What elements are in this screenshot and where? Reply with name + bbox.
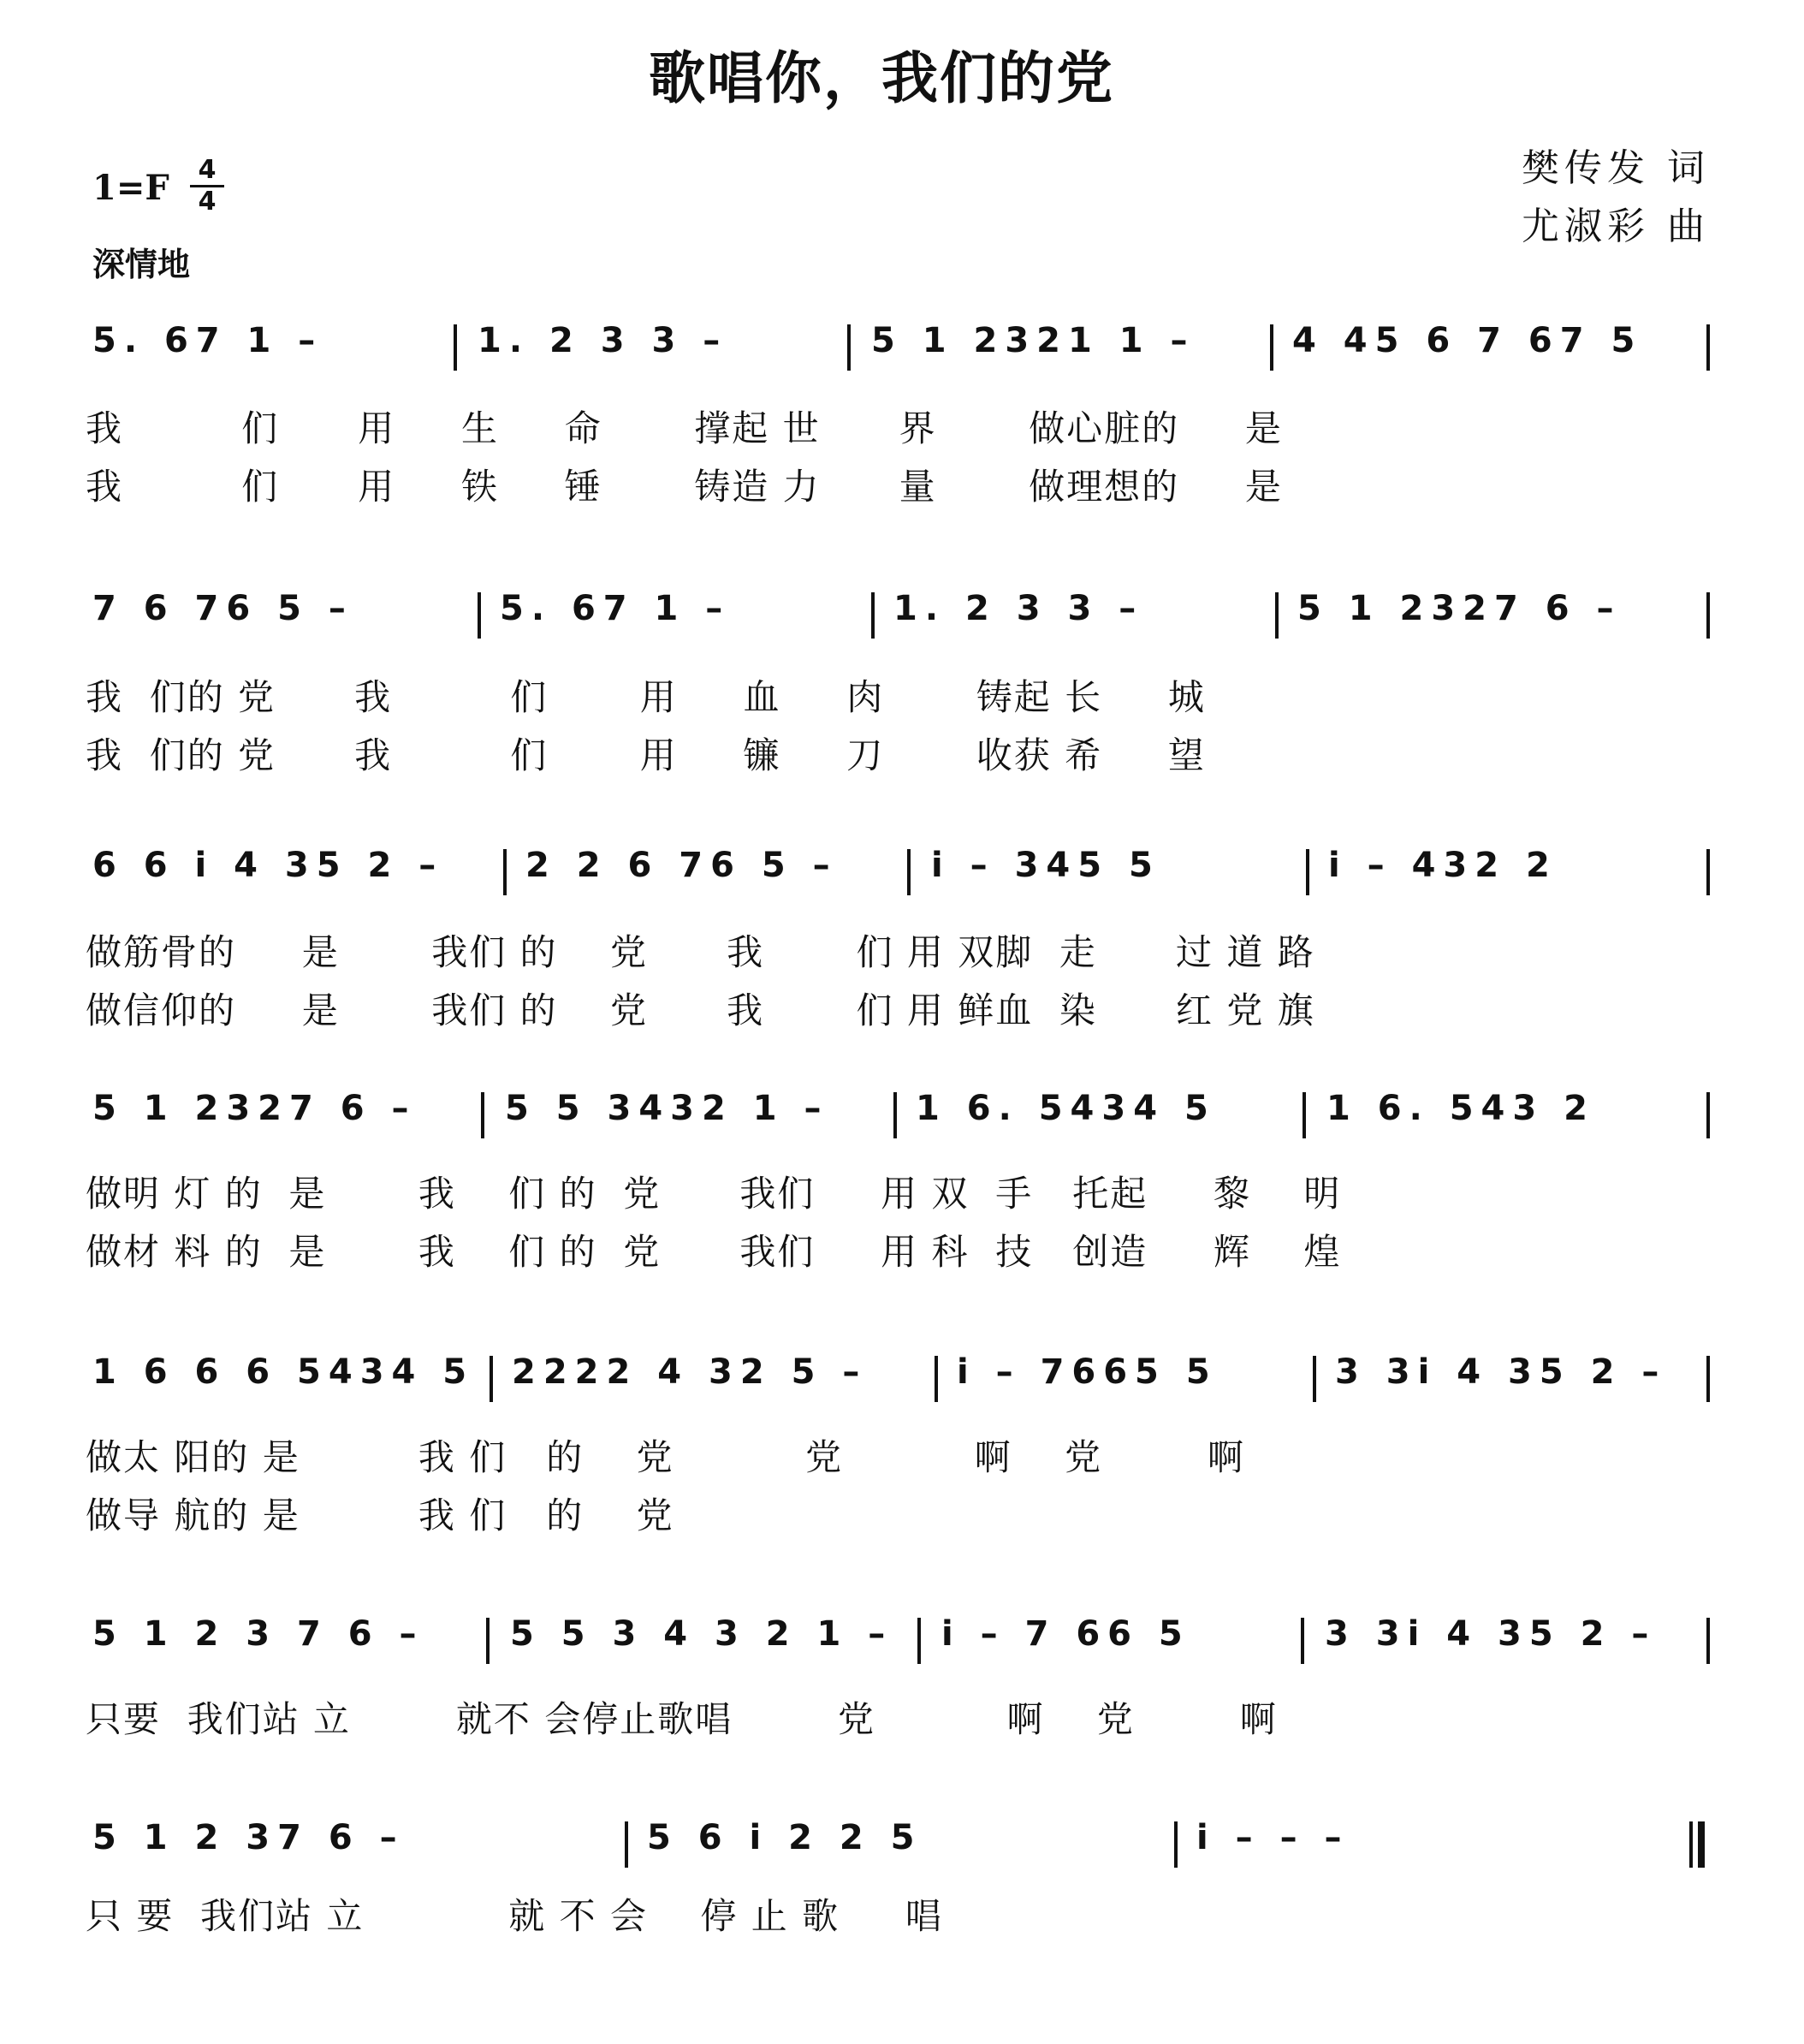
barline xyxy=(1270,324,1273,371)
barline xyxy=(1303,1092,1306,1138)
barline xyxy=(478,592,481,639)
measure: 2 2 6 76 5 – xyxy=(525,846,838,885)
lyricist-credit: 樊传发 词 xyxy=(1522,146,1710,190)
barline xyxy=(1706,324,1710,371)
lyric-line: 做信仰的 是 我们 的 党 我 们 用 鲜血 染 红 党 旗 xyxy=(86,989,1315,1031)
measure: i – – – xyxy=(1196,1818,1350,1857)
measure: 5 6 i 2 2 5 xyxy=(647,1818,923,1857)
barline xyxy=(1174,1821,1178,1868)
lyric-line: 只要 我们站 立 就不 会停止歌唱 党 啊 党 啊 xyxy=(86,1698,1278,1740)
barline xyxy=(847,324,851,371)
measure: 6 6 i 4 35 2 – xyxy=(92,846,444,885)
measure: 1 6. 543 2 xyxy=(1326,1089,1595,1128)
lyric-line: 我 们的 党 我 们 用 镰 刀 收获 希 望 xyxy=(86,734,1206,776)
measure: 5. 67 1 – xyxy=(92,321,323,360)
measure: 5 1 2321 1 – xyxy=(871,321,1196,360)
measure: 3 3i 4 35 2 – xyxy=(1335,1352,1667,1392)
measure: 2222 4 32 5 – xyxy=(512,1352,868,1392)
barline xyxy=(1313,1356,1316,1402)
measure: i – 432 2 xyxy=(1328,846,1558,885)
measure: 5 5 3 4 3 2 1 – xyxy=(510,1614,893,1654)
measure: 5 5 3432 1 – xyxy=(505,1089,829,1128)
lyric-line: 做明 灯 的 是 我 们 的 党 我们 用 双 手 托起 黎 明 xyxy=(86,1173,1342,1215)
measure: 7 6 76 5 – xyxy=(92,589,353,628)
barline xyxy=(490,1356,493,1402)
barline xyxy=(503,849,507,895)
barline xyxy=(625,1821,628,1868)
barline xyxy=(1706,849,1710,895)
barline xyxy=(1706,592,1710,639)
barline xyxy=(454,324,457,371)
measure: 5 1 2 3 7 6 – xyxy=(92,1614,424,1654)
barline xyxy=(1706,1092,1710,1138)
barline xyxy=(907,849,911,895)
barline xyxy=(871,592,875,639)
barline xyxy=(1706,1356,1710,1402)
lyric-line: 做太 阳的 是 我 们 的 党 党 啊 党 啊 xyxy=(86,1436,1245,1478)
lyric-line: 只 要 我们站 立 就 不 会 停 止 歌 唱 xyxy=(86,1895,943,1937)
lyric-line: 我 们 用 铁 锤 铸造 力 量 做理想的 是 xyxy=(86,466,1283,508)
time-numerator: 4 xyxy=(190,156,224,187)
barline xyxy=(486,1618,490,1664)
measure: 3 3i 4 35 2 – xyxy=(1325,1614,1657,1654)
composer-credit: 尤淑彩 曲 xyxy=(1522,205,1710,248)
lyric-line: 做材 料 的 是 我 们 的 党 我们 用 科 技 创造 辉 煌 xyxy=(86,1231,1342,1273)
measure: 5 1 2327 6 – xyxy=(92,1089,417,1128)
measure: 5 1 2 37 6 – xyxy=(92,1818,405,1857)
lyric-line: 做筋骨的 是 我们 的 党 我 们 用 双脚 走 过 道 路 xyxy=(86,931,1315,973)
measure: 1. 2 3 3 – xyxy=(893,589,1144,628)
tempo-marking: 深情地 xyxy=(92,246,191,283)
measure: i – 345 5 xyxy=(931,846,1160,885)
measure: 5. 67 1 – xyxy=(500,589,731,628)
measure: 4 45 6 7 67 5 xyxy=(1292,321,1643,360)
barline xyxy=(481,1092,484,1138)
measure: 1. 2 3 3 – xyxy=(478,321,728,360)
measure: i – 7665 5 xyxy=(957,1352,1218,1392)
barline xyxy=(1306,849,1309,895)
barline xyxy=(917,1618,921,1664)
measure: 1 6. 5434 5 xyxy=(916,1089,1216,1128)
barline xyxy=(1301,1618,1304,1664)
lyric-line: 做导 航的 是 我 们 的 党 xyxy=(86,1494,674,1536)
barline xyxy=(1275,592,1279,639)
final-barline xyxy=(1689,1821,1693,1868)
barline xyxy=(1706,1618,1710,1664)
measure: 5 1 2327 6 – xyxy=(1297,589,1622,628)
measure: 1 6 6 6 5434 5 xyxy=(92,1352,475,1392)
time-signature xyxy=(190,156,224,217)
key-signature: 1=F xyxy=(92,168,169,208)
barline xyxy=(893,1092,897,1138)
measure: i – 7 66 5 xyxy=(941,1614,1190,1654)
song-title: 歌唱你，我们的党 xyxy=(649,45,1114,111)
lyric-line: 我 们 用 生 命 撑起 世 界 做心脏的 是 xyxy=(86,407,1283,449)
time-denominator: 4 xyxy=(198,187,217,217)
lyric-line: 我 们的 党 我 们 用 血 肉 铸起 长 城 xyxy=(86,676,1206,718)
barline xyxy=(935,1356,938,1402)
